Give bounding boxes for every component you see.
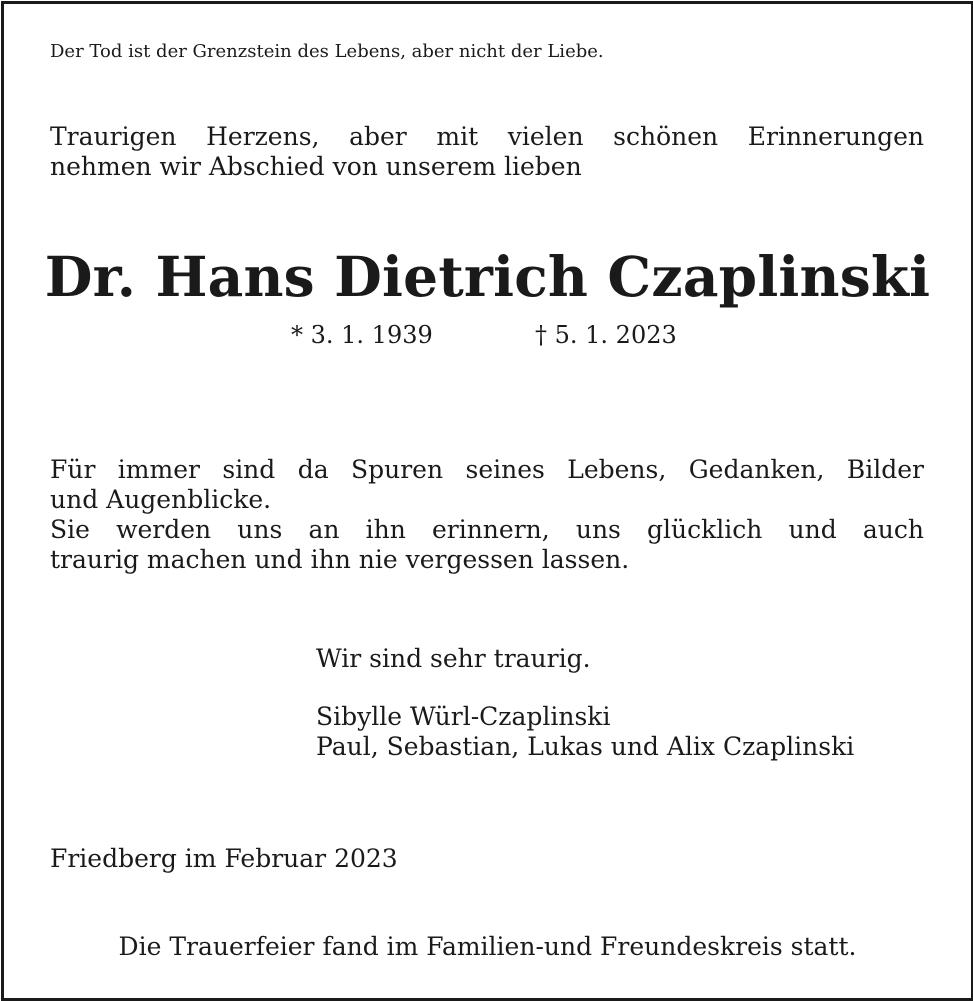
memorial-poem — [50, 455, 924, 575]
signoff-text: Wir sind sehr traurig. — [316, 644, 591, 673]
obituary-notice — [1, 1, 973, 1001]
signers-list — [316, 702, 854, 762]
intro-text — [50, 122, 924, 182]
place-date: Friedberg im Februar 2023 — [50, 844, 398, 873]
poem-line: traurig machen und ihn nie vergessen lassen. — [50, 545, 630, 574]
funeral-note: Die Trauerfeier fand im Familien-und Freundeskreis statt. — [118, 932, 857, 961]
motto-quote: Der Tod ist der Grenzstein des Lebens, aber nicht der Liebe. — [50, 41, 604, 62]
deceased-name: Dr. Hans Dietrich Czaplinski — [44, 244, 931, 309]
poem-line: Sie werden uns an ihn erinnern, uns glücklich und auch — [50, 515, 924, 544]
intro-line: Traurigen Herzens, aber mit vielen schönen Erinnerungen — [50, 122, 924, 151]
death-date: † 5. 1. 2023 — [535, 321, 677, 349]
poem-line: Für immer sind da Spuren seines Lebens, Gedanken, Bilder — [50, 455, 924, 484]
poem-line: und Augenblicke. — [50, 485, 272, 514]
birth-date: * 3. 1. 1939 — [291, 321, 433, 349]
signer-name: Sibylle Würl-Czaplinski — [316, 702, 611, 731]
intro-line: nehmen wir Abschied von unserem lieben — [50, 152, 582, 181]
signer-name: Paul, Sebastian, Lukas und Alix Czaplinski — [316, 732, 855, 761]
